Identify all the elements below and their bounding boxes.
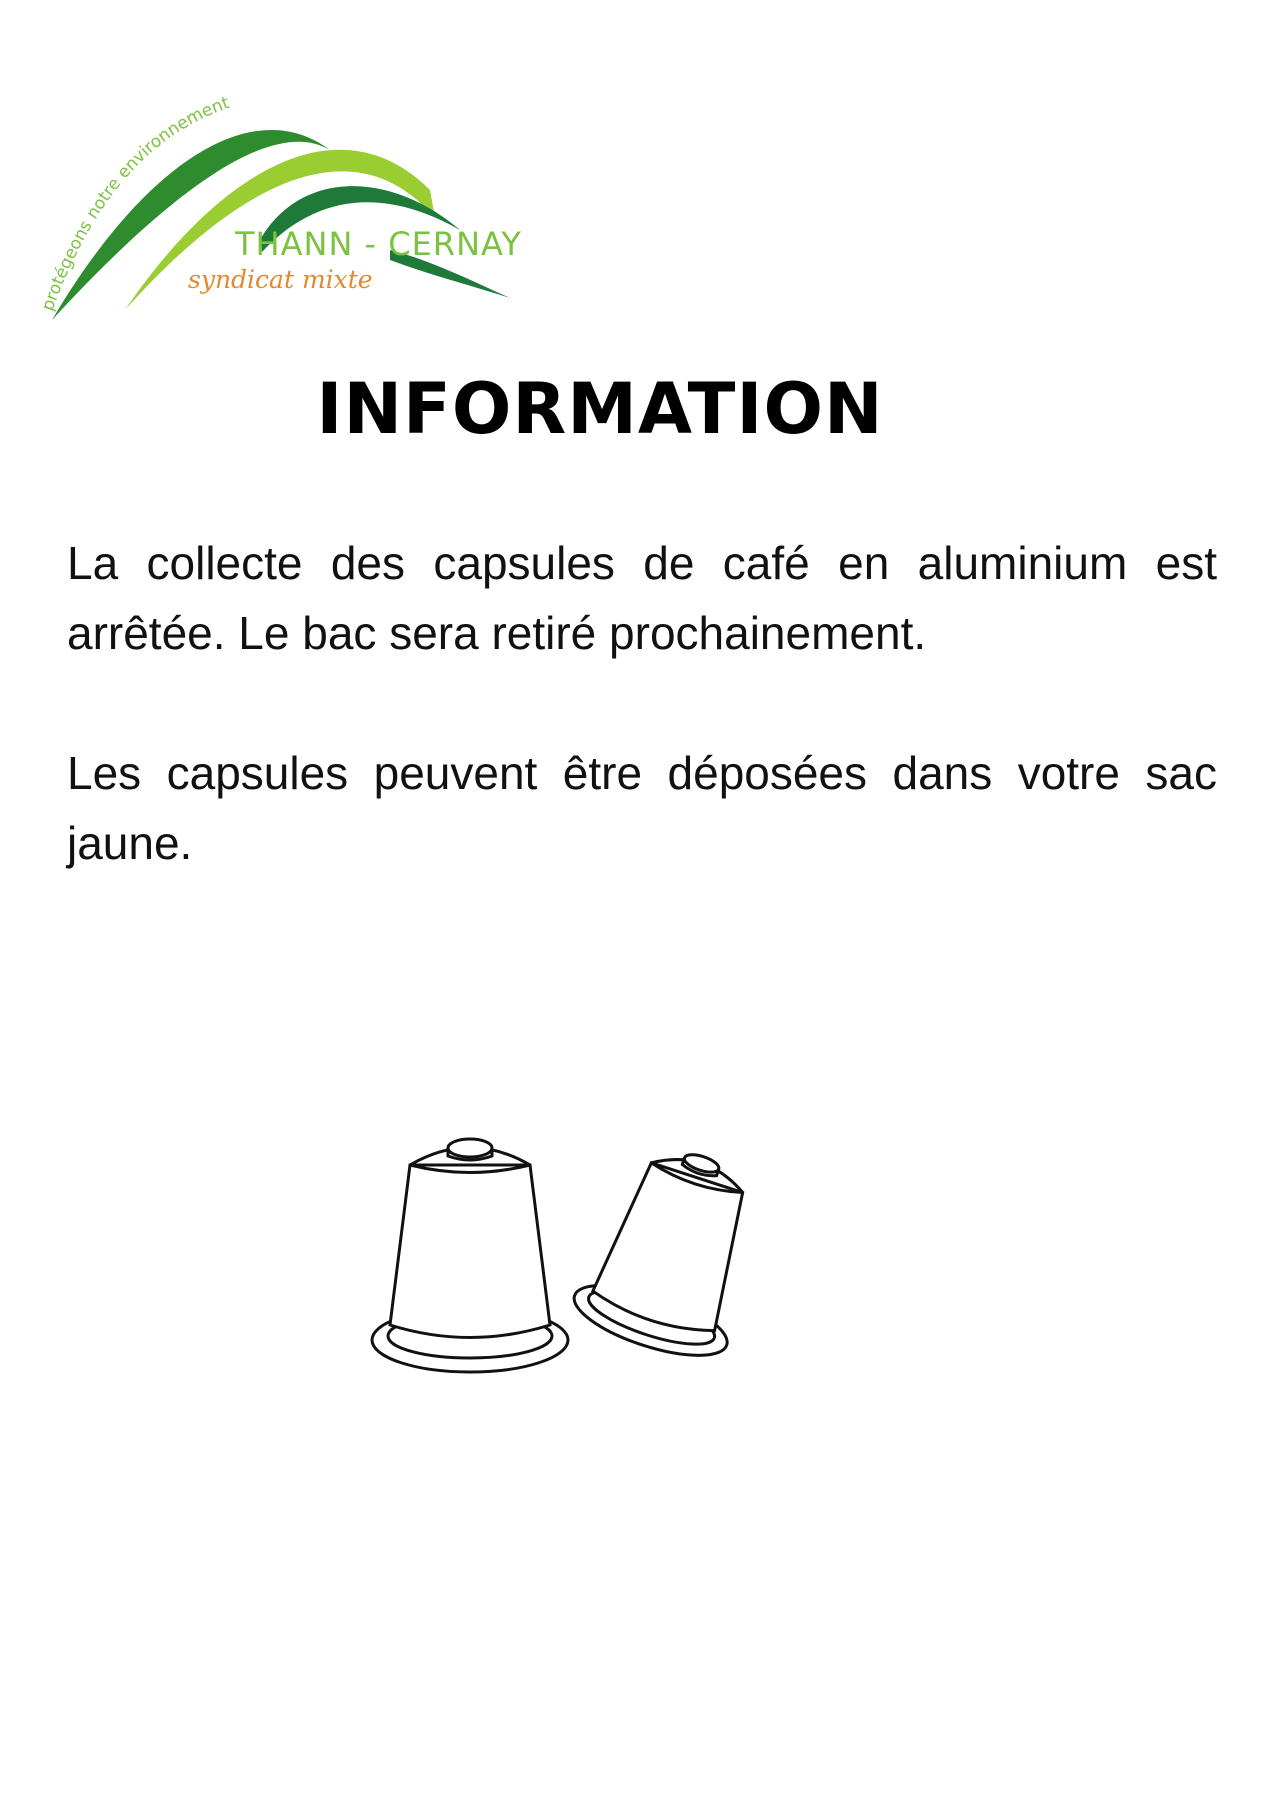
paragraph-yellow-bag: Les capsules peuvent être déposées dans votre sac jaune. <box>67 747 1217 869</box>
page-title: INFORMATION <box>316 368 884 450</box>
logo-tagline: protégeons notre environnement <box>37 93 232 314</box>
capsule-right-icon <box>567 1132 780 1370</box>
coffee-capsules-icon <box>350 1110 810 1410</box>
capsule-left-icon <box>372 1139 568 1372</box>
syndicat-logo <box>30 80 590 340</box>
logo-name: THANN - CERNAY <box>235 225 522 263</box>
paragraph-collection-stopped: La collecte des capsules de café en aluminium est arrêtée. Le bac sera retiré prochainement. <box>67 537 1217 659</box>
logo-subtitle: syndicat mixte <box>188 265 373 294</box>
